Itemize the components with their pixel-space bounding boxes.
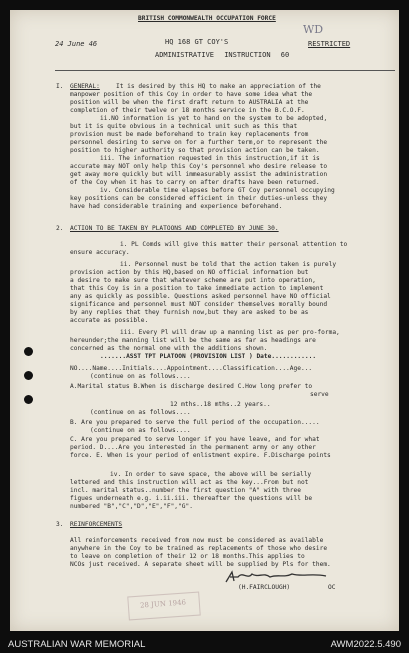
section-1-line: It is desired by this HQ to make an appreciation of the (116, 83, 321, 90)
section-1-title: GENERAL: (70, 83, 100, 90)
section-2-line: ensure accuracy. (70, 249, 130, 256)
para-iv-line: incl. marital status..number the first question "A" with three (70, 487, 301, 494)
section-2-title: ACTION TO BE TAKEN BY PLATOONS AND COMPLETED BY JUNE 30. (70, 225, 279, 232)
proforma-line: NO....Name....Initials....Appointment....Classification....Age... (70, 365, 313, 372)
proforma-line: A.Marital status B.When is discharge desired C.How long prefer to (70, 383, 313, 390)
section-2-line: i. PL Comds will give this matter their personal attention to (120, 241, 348, 248)
header-rule (55, 70, 395, 71)
para-iv-line: figues underneath e.g. i.ii.iii. thereafter the questions will be (70, 495, 313, 502)
received-stamp: 28 JUN 1946 (139, 598, 187, 610)
section-1-line: accurate may NOT only help this Coy's personnel who desire release to (70, 163, 328, 170)
section-2-line: any as quickly as possible. Questions asked personnel have NO official (70, 293, 331, 300)
footer-accession-number: AWM2022.5.490 (330, 639, 401, 650)
para-iv-line: lettered and this instruction will act as the key...From but not (70, 479, 309, 486)
footer-institution: AUSTRALIAN WAR MEMORIAL (8, 639, 146, 650)
section-2-line: ii. Personnel must be told that the action taken is purely (120, 261, 337, 268)
section-2-line: a desire to make sure that whatever scheme are put into operation, (70, 277, 316, 284)
section-1-number: I. (56, 83, 64, 90)
section-3-line: All reinforcements received from now must be considered as available (70, 537, 324, 544)
section-1-line: have had considerable training and experience beforehand. (70, 203, 283, 210)
section-1-line: completion of their twelve or 18 months service in the B.C.O.F. (70, 107, 305, 114)
signature-rank: OC (328, 584, 336, 591)
para-iv-line: iv. In order to save space, the above will be serially (110, 471, 312, 478)
section-1-line: key positions can be considered efficient in their duties-unless they (70, 195, 328, 202)
stamp-border (127, 592, 200, 621)
signature-name: (H.FAIRCLOUGH) (238, 584, 291, 591)
proforma-line: period. D....Are you interested in the permanent army or any other (70, 444, 316, 451)
proforma-line: force. E. When is your period of enlistment expire. F.Discharge points (70, 452, 331, 459)
section-1-line: iv. Considerable time elapses before GT Coy personnel occupying (100, 187, 335, 194)
proforma-line: (continue on as follows.... (90, 427, 191, 434)
provision-list-heading: .......ASST TPT PLATOON (PROVISION LIST ) Date............ (100, 353, 317, 360)
section-1-line: of the Coy when it has to carry on after drafts have been returned. (70, 179, 320, 186)
admin-instruction-line: ADMINISTRATIVE INSTRUCTION 60 (155, 51, 290, 59)
section-2-line: accurate as possible. (70, 317, 149, 324)
punch-hole (24, 347, 33, 356)
section-2-line: provision action by this HQ,based on NO official information but (70, 269, 309, 276)
section-2-number: 2. (56, 225, 64, 232)
section-1-line: provision must be made beforehand to train key replacements from (70, 131, 309, 138)
section-2-line: concerned as the normal one with the additions shown. (70, 345, 268, 352)
section-1-line: ii.NO information is yet to hand on the system to be adopted, (100, 115, 328, 122)
section-2-line: hereunder;the manning list will be the same as far as headings are (70, 337, 316, 344)
section-2-line: that this Coy is in a position to take immediate action to implement (70, 285, 324, 292)
proforma-line: C. Are you prepared to serve longer if you have leave, and for what (70, 436, 320, 443)
section-3-line: anywhere in the Coy to be trained as replacements of those who desire (70, 545, 328, 552)
section-1-line: get away more quickly but will immeasurably assist the administration (70, 171, 328, 178)
section-2-line: significance and personnel must NOT consider themselves morally bound (70, 301, 328, 308)
header-top: BRITISH COMMONWEALTH OCCUPATION FORCE (138, 15, 276, 22)
section-3-line: NCOs just received. A separate sheet will be supplied by Pls for them. (70, 561, 331, 568)
restricted-marking: RESTRICTED (308, 40, 351, 48)
proforma-line: (continue on as follows.... (90, 409, 191, 416)
archive-footer (0, 636, 409, 653)
section-3-number: 3. (56, 521, 64, 528)
section-1-line: position will be when the first draft return to AUSTRALIA at the (70, 99, 309, 106)
section-1-line: position to higher authority so that provision action can be taken. (70, 147, 320, 154)
section-3-line: to leave on completion of their 12 or 18 months.This applies to (70, 553, 305, 560)
section-1-line: personnel desiring to serve on for a further term,or to represent the (70, 139, 328, 146)
punch-hole (24, 371, 33, 380)
para-iv-line: numbered "B","C","D","E","F","G". (70, 503, 193, 510)
section-1-line: manpower position of this Coy in order to have some idea what the (70, 91, 313, 98)
proforma-line: 12 mths..18 mths..2 years.. (170, 401, 271, 408)
section-1-line: but it is quite obvious in a technical unit such as this that (70, 123, 298, 130)
proforma-line: serve (310, 391, 329, 398)
section-1-line: iii. The information requested in this instruction,if it is (100, 155, 320, 162)
section-2-line: by any replies that they furnish now,but they are asked to be as (70, 309, 309, 316)
document-date: 24 June 46 (55, 40, 98, 48)
section-3-title: REINFORCEMENTS (70, 521, 123, 528)
handwritten-corner: WD (303, 23, 324, 36)
section-2-line: iii. Every Pl will draw up a manning list as per pro-forma, (120, 329, 340, 336)
document-page (10, 10, 399, 631)
proforma-line: (continue on as follows.... (90, 373, 191, 380)
punch-hole (24, 395, 33, 404)
hq-line: HQ 168 GT COY'S (165, 38, 229, 46)
proforma-line: B. Are you prepared to serve the full period of the occupation..... (70, 419, 320, 426)
